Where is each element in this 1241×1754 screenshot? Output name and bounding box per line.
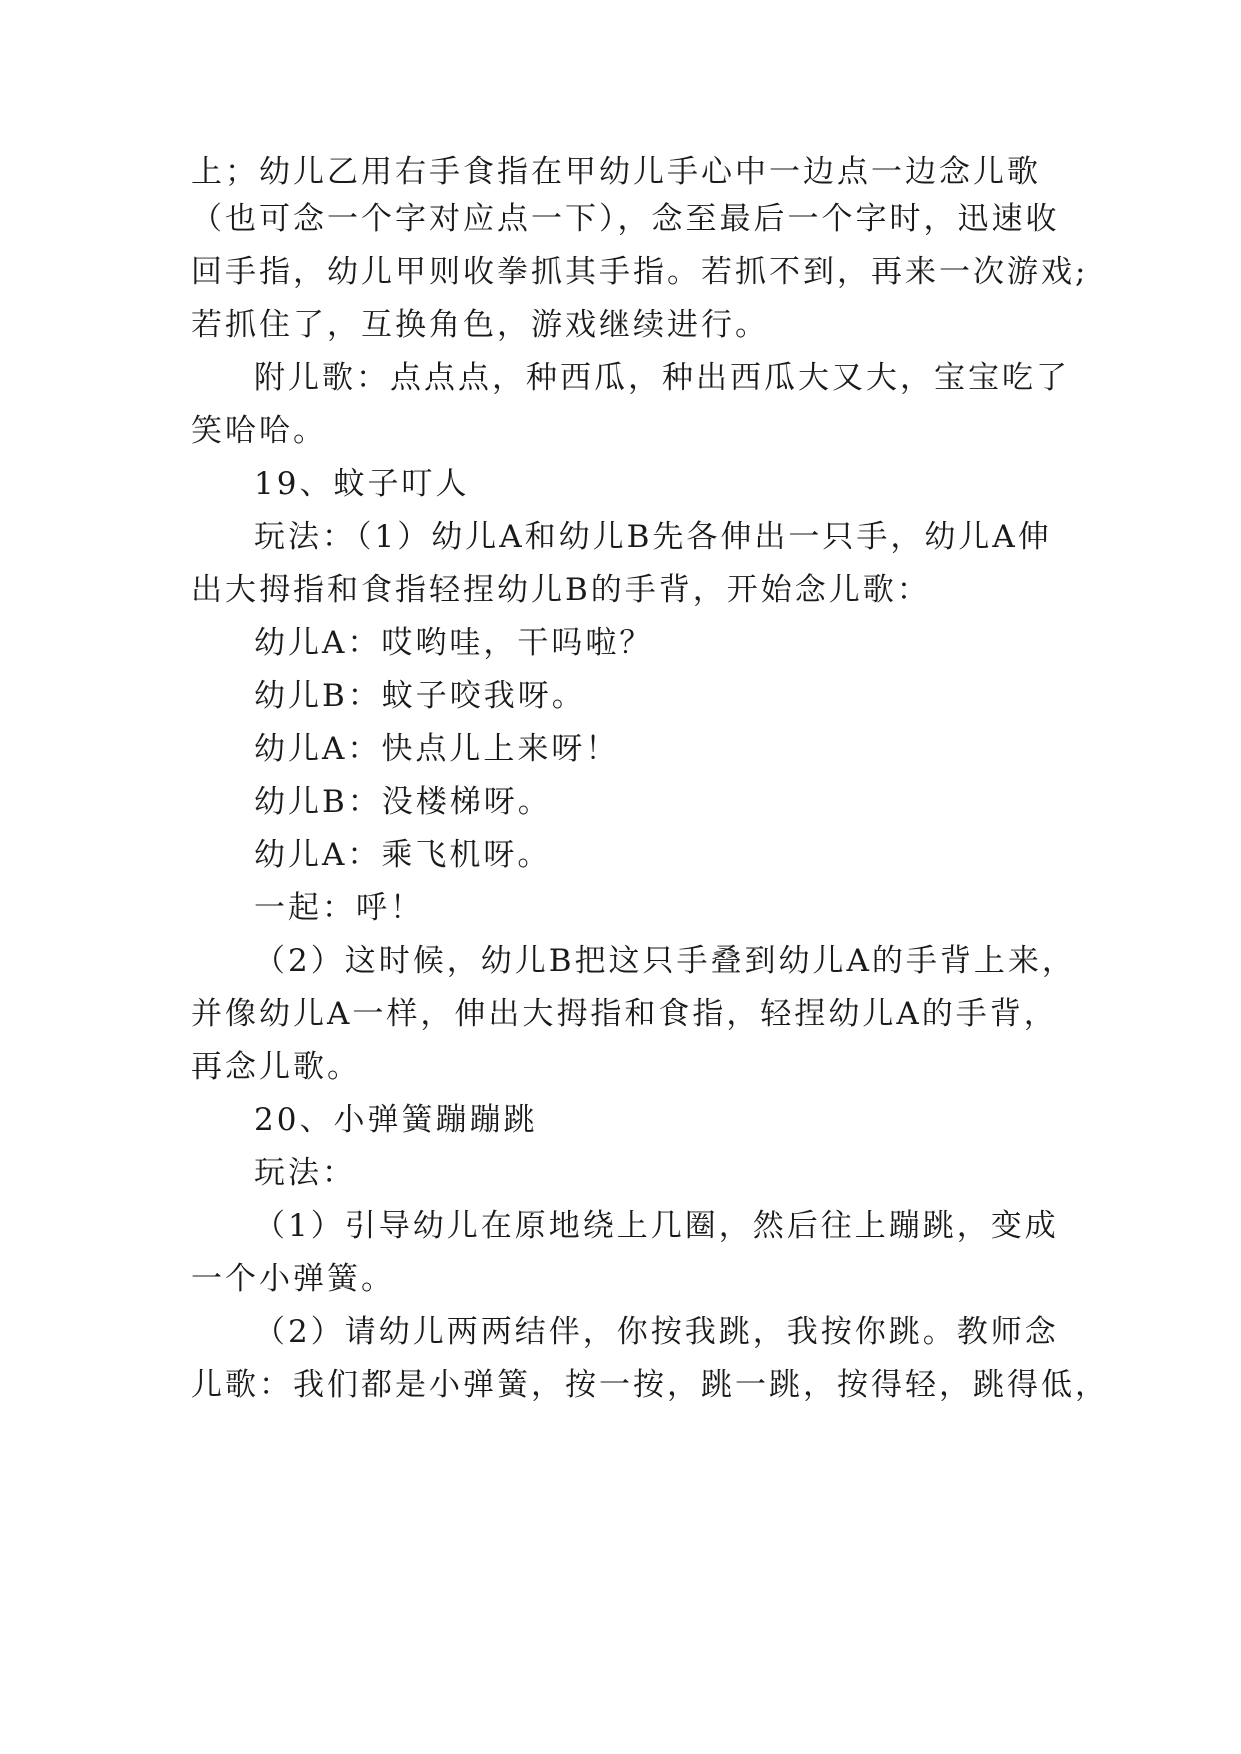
section-heading: 20、小弹簧蹦蹦跳: [254, 1102, 538, 1138]
text-line: 回手指，幼儿甲则收拳抓其手指。若抓不到，再来一次游戏;: [191, 254, 1089, 290]
text-line: 出大拇指和食指轻捏幼儿B的手背，开始念儿歌：: [191, 572, 931, 608]
text-line: 再念儿歌。: [191, 1049, 361, 1085]
text-line: （也可念一个字对应点一下），念至最后一个字时，迅速收: [191, 201, 1060, 237]
text-line: 一个小弹簧。: [191, 1261, 395, 1297]
text-line: （1）引导幼儿在原地绕上几圈，然后往上蹦跳，变成: [254, 1208, 1059, 1244]
text-line: （2）请幼儿两两结伴，你按我跳，我按你跳。教师念: [254, 1314, 1059, 1350]
text-line: 儿歌：我们都是小弹簧，按一按，跳一跳，按得轻，跳得低，: [191, 1367, 1109, 1403]
dialogue-line: 幼儿A：哎哟哇，干吗啦？: [254, 625, 654, 661]
dialogue-line: 幼儿B：没楼梯呀。: [254, 784, 552, 820]
section-heading: 19、蚊子叮人: [254, 466, 470, 502]
dialogue-line: 幼儿B：蚊子咬我呀。: [254, 678, 586, 714]
text-line: 附儿歌：点点点，种西瓜，种出西瓜大又大，宝宝吃了: [254, 360, 1070, 396]
text-line: （2）这时候，幼儿B把这只手叠到幼儿A的手背上来，: [254, 943, 1076, 979]
text-line: 并像幼儿A一样，伸出大拇指和食指，轻捏幼儿A的手背，: [191, 996, 1058, 1032]
dialogue-line: 幼儿A：乘飞机呀。: [254, 837, 552, 873]
text-line: 上；幼儿乙用右手食指在甲幼儿手心中一边点一边念儿歌: [191, 154, 1041, 190]
text-line: 玩法：: [254, 1155, 356, 1191]
text-line: 若抓住了，互换角色，游戏继续进行。: [191, 307, 769, 343]
text-line: 玩法：（1）幼儿A和幼儿B先各伸出一只手，幼儿A伸: [254, 519, 1052, 555]
dialogue-line: 幼儿A：快点儿上来呀！: [254, 731, 620, 767]
dialogue-line: 一起：呼！: [254, 890, 424, 926]
text-line: 笑哈哈。: [191, 413, 327, 449]
